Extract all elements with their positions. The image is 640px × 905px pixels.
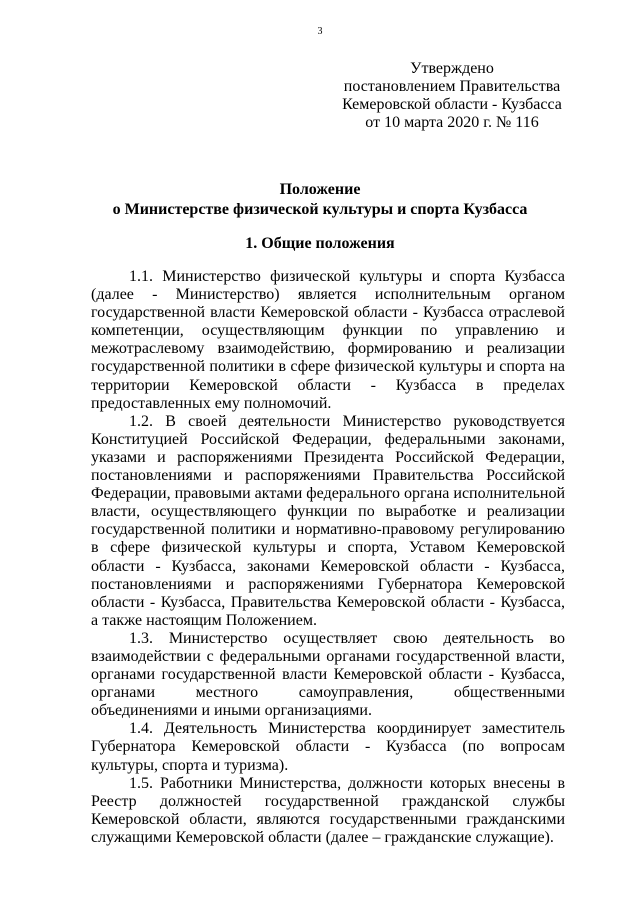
- paragraph: 1.3. Министерство осуществляет свою деятельность во взаимодействии с федеральными органами государственной власти, органами государственной власти Кемеровской области - Кузбасса, органами местного самоуправления, общественными объединениями и иными организациями.: [91, 629, 565, 720]
- paragraph: 1.4. Деятельность Министерства координирует заместитель Губернатора Кемеровской области - Кузбасса (по вопросам культуры, спорта и туризма).: [91, 720, 565, 774]
- approval-line: Кемеровской области - Кузбасса: [342, 96, 562, 113]
- paragraph: 1.2. В своей деятельности Министерство руководствуется Конституцией Российской Федерации, федеральными законами, указами и распоряжениями Президента Российской Федерации, постановлениями и распоряжениями Правительства Российской Федерации, правовыми актами федерального органа исполнительной власти, осуществляющего функции по выработке и реализации государственной политики и нормативно-правовому регулированию в сфере физической культуры и спорта, Уставом Кемеровской области - Кузбасса, законами Кемеровской области - Кузбасса, постановлениями и распоряжениями Губернатора Кемеровской области - Кузбасса, Правительства Кемеровской области - Кузбасса, а также настоящим Положением.: [91, 412, 566, 629]
- approval-line: от 10 марта 2020 г. № 116: [365, 114, 539, 131]
- document-title-line: Положение: [279, 181, 361, 198]
- approval-block: [330, 60, 574, 132]
- paragraph: 1.1. Министерство физической культуры и спорта Кузбасса (далее - Министерство) является исполнительным органом государственной власти Кемеровской области - Кузбасса отраслевой компетенции, осуществляющим функции по управлению и межотраслевому взаимодействию, формированию и реализации государственной политики в сфере физической культуры и спорта на территории Кемеровской области - Кузбасса в пределах предоставленных ему полномочий.: [91, 268, 565, 412]
- document-title: [60, 180, 580, 220]
- approval-line: постановлением Правительства: [343, 78, 561, 95]
- page-number: 3: [317, 26, 323, 37]
- paragraph: 1.5. Работники Министерства, должности которых внесены в Реестр должностей государственной гражданской службы Кемеровской области, являются государственными гражданскими служащими Кемеровской области (далее – гражданские служащие).: [91, 774, 565, 846]
- section-heading: 1. Общие положения: [245, 235, 395, 252]
- document-body: [91, 268, 565, 847]
- document-title-line: о Министерстве физической культуры и спорта Кузбасса: [112, 201, 528, 218]
- approval-line: Утверждено: [410, 60, 494, 77]
